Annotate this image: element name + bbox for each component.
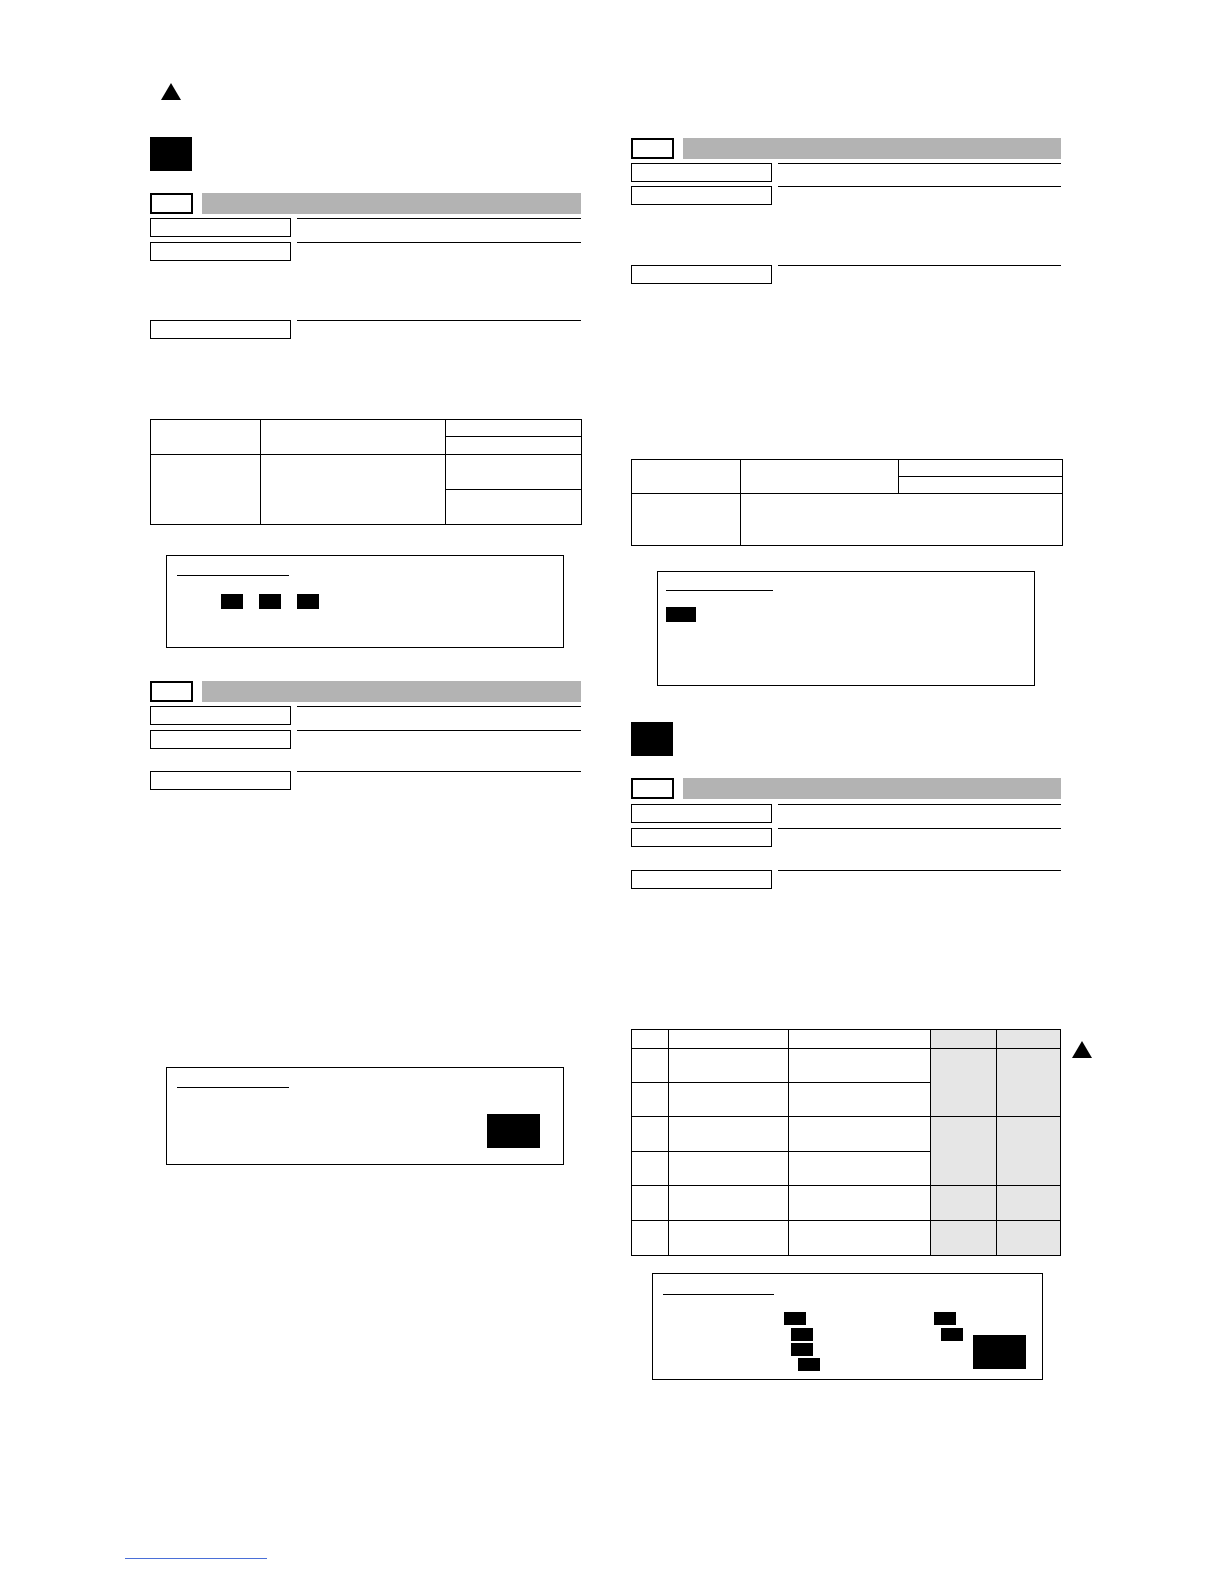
table-cell — [151, 420, 261, 455]
field-label-box — [631, 265, 772, 284]
footer-link[interactable] — [125, 1558, 267, 1559]
table-cell — [931, 1030, 997, 1049]
field-label-box — [150, 771, 291, 790]
key-highlight — [791, 1328, 813, 1341]
field-rule — [778, 186, 1061, 187]
field-label-box — [631, 163, 772, 182]
field-label-box — [631, 870, 772, 889]
item-title-bar — [683, 138, 1061, 159]
table-cell — [151, 455, 261, 525]
field-label-box — [150, 242, 291, 261]
revision-mark-icon — [1072, 1041, 1092, 1058]
table-cell — [669, 1030, 789, 1049]
table-cell — [632, 1083, 669, 1117]
field-label-box — [631, 828, 772, 847]
table-cell — [931, 1117, 997, 1186]
table-cell — [789, 1117, 931, 1152]
note-frame — [166, 555, 564, 648]
field-rule — [297, 218, 581, 219]
field-label-box — [150, 706, 291, 725]
note-heading-rule — [663, 1294, 774, 1295]
table-cell — [997, 1049, 1061, 1117]
table-cell — [741, 494, 1063, 546]
table-cell — [997, 1221, 1061, 1256]
item-title-bar — [202, 681, 581, 702]
field-label-box — [631, 186, 772, 205]
table-cell — [632, 1152, 669, 1186]
item-code-box — [631, 778, 674, 799]
table-cell — [669, 1083, 789, 1117]
table-cell — [899, 477, 1063, 494]
table-cell — [261, 455, 446, 525]
item-code-box — [150, 193, 193, 214]
field-rule — [778, 163, 1061, 164]
table-cell — [789, 1186, 931, 1221]
table-cell — [669, 1117, 789, 1152]
table-cell — [997, 1117, 1061, 1186]
field-label-box — [631, 804, 772, 823]
table-cell — [261, 420, 446, 455]
table-cell — [446, 420, 582, 437]
table-cell — [789, 1152, 931, 1186]
table-cell — [632, 1030, 669, 1049]
table-cell — [899, 460, 1063, 477]
field-rule — [778, 804, 1061, 805]
note-heading-rule — [666, 590, 773, 591]
table-cell — [669, 1221, 789, 1256]
table-cell — [931, 1049, 997, 1117]
key-highlight — [221, 594, 243, 609]
section-number-block — [631, 722, 673, 756]
table-cell — [446, 490, 582, 525]
key-highlight — [259, 594, 281, 609]
item-title-bar — [202, 193, 581, 214]
table-cell — [789, 1030, 931, 1049]
key-highlight — [487, 1114, 540, 1148]
field-rule — [297, 771, 581, 772]
field-rule — [297, 320, 581, 321]
note-heading-rule — [177, 1087, 289, 1088]
key-highlight — [666, 607, 696, 622]
note-heading-rule — [177, 575, 289, 576]
table-cell — [741, 460, 899, 494]
field-rule — [778, 265, 1061, 266]
table-cell — [632, 460, 741, 494]
table-cell — [632, 1221, 669, 1256]
table-cell — [632, 1049, 669, 1083]
table-cell — [931, 1221, 997, 1256]
table-cell — [789, 1049, 931, 1083]
key-highlight — [784, 1312, 806, 1325]
table-cell — [997, 1030, 1061, 1049]
table-cell — [669, 1049, 789, 1083]
table-cell — [669, 1152, 789, 1186]
field-label-box — [150, 730, 291, 749]
table-cell — [632, 1186, 669, 1221]
table-cell — [446, 437, 582, 455]
field-label-box — [150, 320, 291, 339]
table-cell — [931, 1186, 997, 1221]
table-cell — [632, 494, 741, 546]
item-title-bar — [683, 778, 1061, 799]
field-rule — [297, 242, 581, 243]
settings-table — [631, 1029, 1061, 1256]
field-label-box — [150, 218, 291, 237]
field-rule — [297, 730, 581, 731]
table-cell — [997, 1186, 1061, 1221]
key-highlight — [798, 1358, 820, 1371]
settings-table — [631, 459, 1063, 546]
table-cell — [789, 1083, 931, 1117]
key-highlight — [791, 1343, 813, 1356]
note-frame — [657, 571, 1035, 686]
field-rule — [778, 870, 1061, 871]
item-code-box — [631, 138, 674, 159]
key-highlight — [297, 594, 319, 609]
revision-mark-icon — [161, 83, 181, 100]
key-highlight — [934, 1312, 956, 1325]
table-cell — [669, 1186, 789, 1221]
key-highlight — [941, 1328, 963, 1341]
item-code-box — [150, 681, 193, 702]
field-rule — [297, 706, 581, 707]
table-cell — [789, 1221, 931, 1256]
note-frame — [166, 1067, 564, 1165]
note-frame — [652, 1273, 1043, 1380]
key-highlight — [973, 1335, 1026, 1369]
section-number-block — [150, 137, 192, 171]
table-cell — [632, 1117, 669, 1152]
settings-table — [150, 419, 582, 525]
table-cell — [446, 455, 582, 490]
field-rule — [778, 828, 1061, 829]
